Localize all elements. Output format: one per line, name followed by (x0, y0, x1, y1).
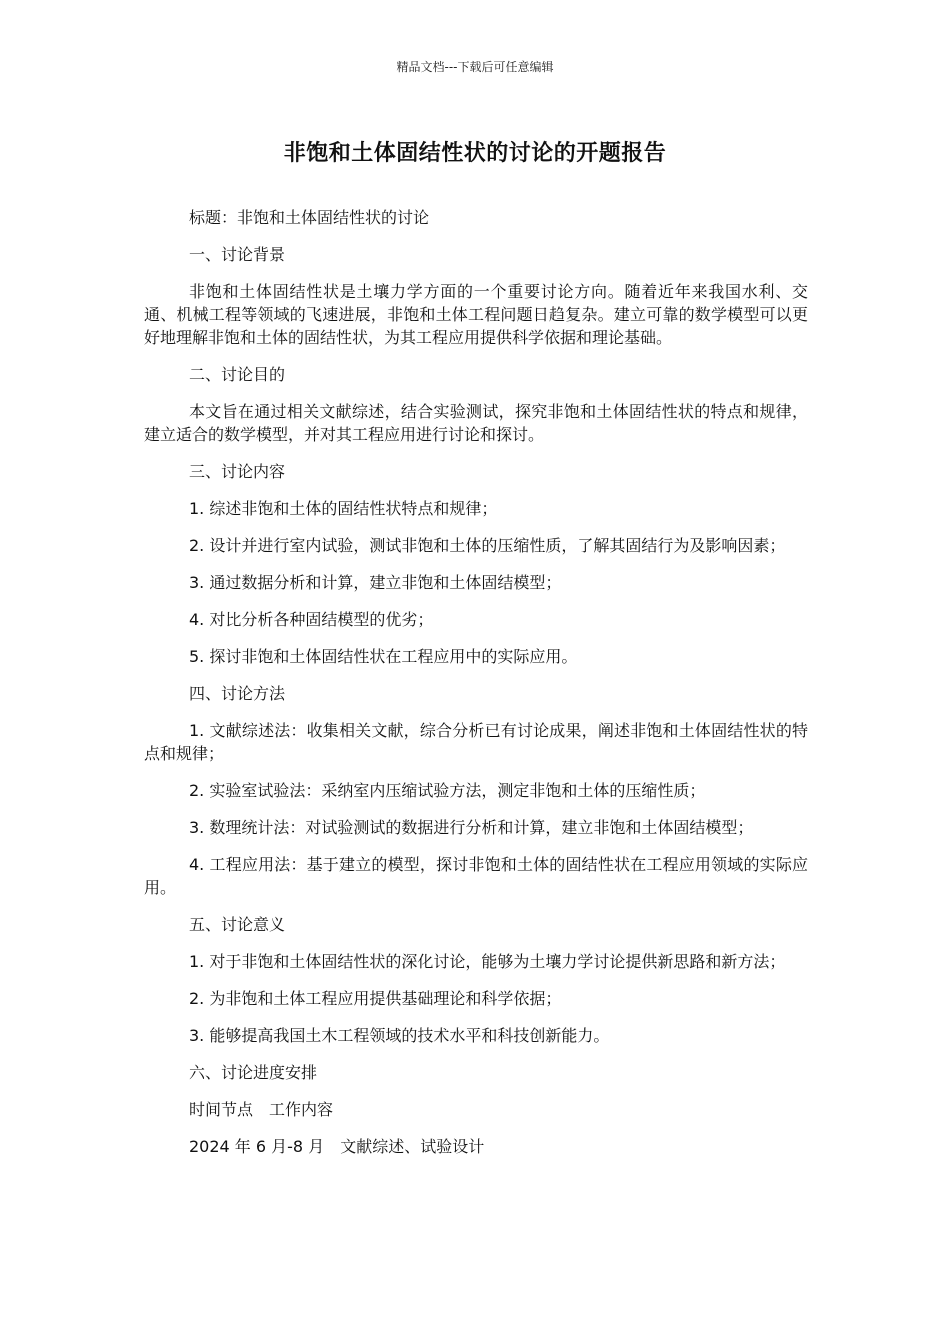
list-item: 3. 通过数据分析和计算，建立非饱和土体固结模型； (189, 573, 562, 592)
list-item: 2. 为非饱和土体工程应用提供基础理论和科学依据； (189, 989, 562, 1008)
section-paragraph: 非饱和土体固结性状是土壤力学方面的一个重要讨论方向。随着近年来我国水利、交通、机械工程等领域的飞速进展，非饱和土体工程问题日趋复杂。建立可靠的数学模型可以更好地理解非饱和土体的固结性状，为其工程应用提供科学依据和理论基础。 (144, 282, 808, 347)
schedule-row (144, 1135, 808, 1158)
schedule-header-time: 时间节点 (189, 1100, 254, 1119)
section-heading: 一、讨论背景 (189, 245, 286, 264)
section-heading: 五、讨论意义 (189, 915, 286, 934)
section-heading: 二、讨论目的 (189, 365, 286, 384)
section-paragraph: 本文旨在通过相关文献综述，结合实验测试，探究非饱和土体固结性状的特点和规律，建立适合的数学模型，并对其工程应用进行讨论和探讨。 (144, 402, 808, 444)
list-item: 2. 设计并进行室内试验，测试非饱和土体的压缩性质，了解其固结行为及影响因素； (189, 536, 786, 555)
list-item: 1. 综述非饱和土体的固结性状特点和规律； (189, 499, 498, 518)
list-item: 2. 实验室试验法：采纳室内压缩试验方法，测定非饱和土体的压缩性质； (189, 781, 706, 800)
list-item: 4. 对比分析各种固结模型的优劣； (189, 610, 434, 629)
list-item: 5. 探讨非饱和土体固结性状在工程应用中的实际应用。 (189, 647, 578, 666)
list-item: 3. 能够提高我国土木工程领域的技术水平和科技创新能力。 (189, 1026, 610, 1045)
document-title: 非饱和土体固结性状的讨论的开题报告 (283, 141, 667, 166)
section-heading: 六、讨论进度安排 (189, 1063, 318, 1082)
list-item: 3. 数理统计法：对试验测试的数据进行分析和计算，建立非饱和土体固结模型； (189, 818, 754, 837)
label-title: 标题：非饱和土体固结性状的讨论 (189, 208, 430, 227)
section-heading: 三、讨论内容 (189, 462, 286, 481)
schedule-header-row (144, 1098, 808, 1121)
schedule-cell-work: 文献综述、试验设计 (340, 1137, 485, 1156)
list-item: 1. 对于非饱和土体固结性状的深化讨论，能够为土壤力学讨论提供新思路和新方法； (189, 952, 786, 971)
list-item: 4. 工程应用法：基于建立的模型，探讨非饱和土体的固结性状在工程应用领域的实际应用。 (144, 855, 808, 897)
schedule-header-work: 工作内容 (269, 1100, 334, 1119)
section-heading: 四、讨论方法 (189, 684, 286, 703)
page-header: 精品文档---下载后可任意编辑 (396, 60, 554, 74)
document-body (144, 206, 808, 1172)
schedule-cell-time: 2024 年 6 月-8 月 (189, 1137, 325, 1156)
list-item: 1. 文献综述法：收集相关文献，综合分析已有讨论成果，阐述非饱和土体固结性状的特点和规律； (144, 721, 808, 763)
